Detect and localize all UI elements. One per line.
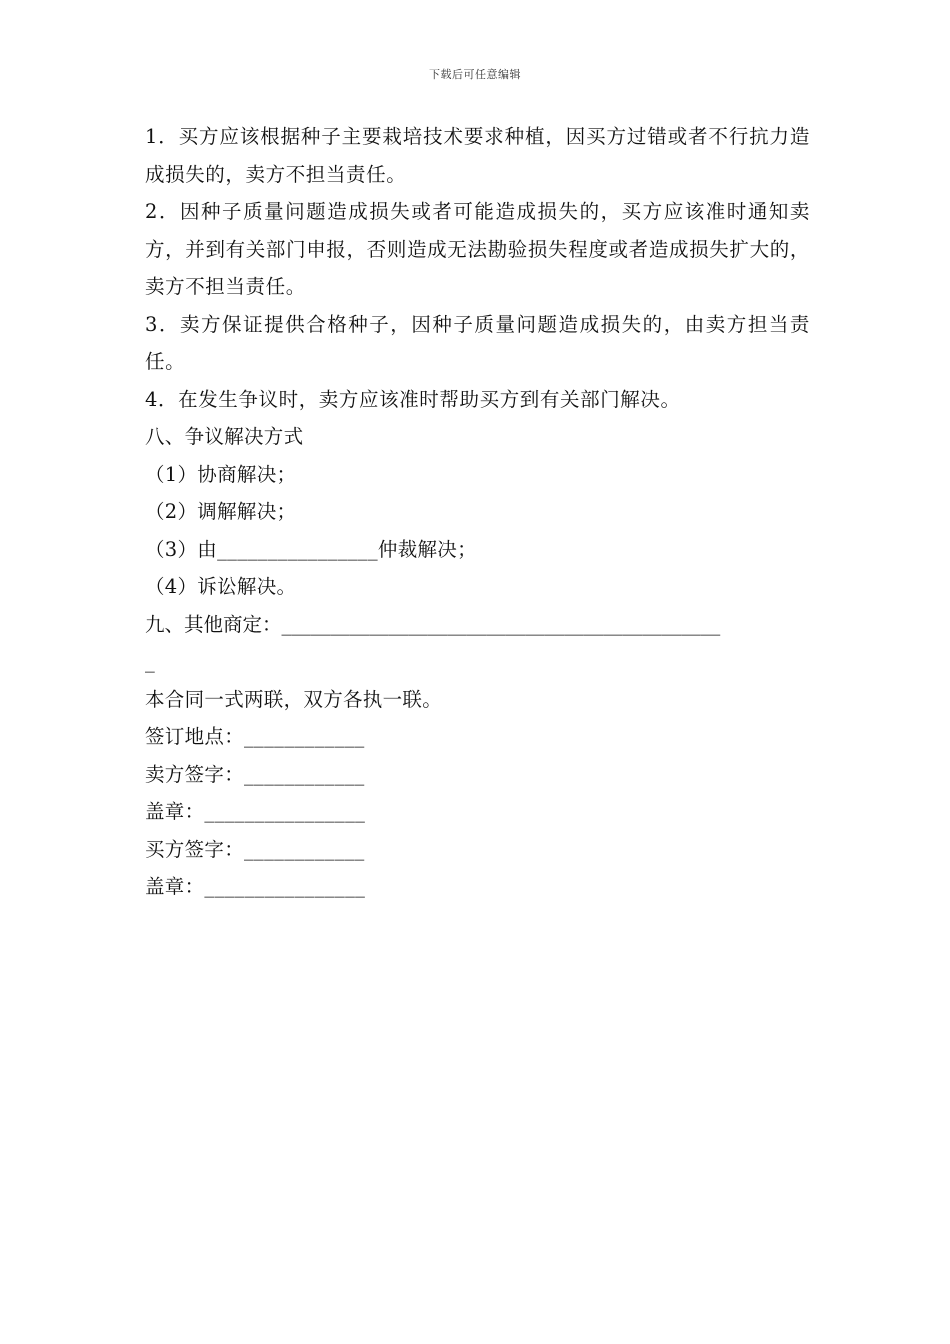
other-agreement — [145, 606, 810, 644]
dispute-option-1: （1）协商解决； — [145, 462, 297, 486]
buyer-signature: 买方签字：____________ — [145, 837, 365, 861]
clause-3: 3．卖方保证提供合格种子，因种子质量问题造成损失的，由卖方担当责任。 — [145, 312, 810, 373]
buyer-seal: 盖章：________________ — [145, 875, 366, 898]
other-agreement-label: 九、其他商定： — [145, 612, 282, 636]
document-body — [145, 118, 810, 906]
seller-seal: 盖章：________________ — [145, 800, 366, 823]
clause-2: 2．因种子质量问题造成损失或者可能造成损失的，买方应该准时通知卖方，并到有关部门申报，否则造成无法勘验损失程度或者造成损失扩大的，卖方不担当责任。 — [145, 200, 810, 298]
clause-1: 1．买方应该根据种子主要栽培技术要求种植，因买方过错或者不行抗力造成损失的，卖方不担当责任。 — [145, 125, 810, 186]
seller-signature: 卖方签字：____________ — [145, 762, 365, 786]
copies-statement: 本合同一式两联，双方各执一联。 — [145, 687, 443, 711]
other-agreement-blank: _____________________________________________ — [281, 612, 721, 636]
dispute-heading: 八、争议解决方式 — [145, 425, 304, 448]
clause-4: 4．在发生争议时，卖方应该准时帮助买方到有关部门解决。 — [145, 387, 681, 411]
dispute-option-2: （2）调解解决； — [145, 500, 297, 523]
page-header: 下载后可任意编辑 — [429, 68, 521, 81]
dispute-option-3: （3）由________________仲裁解决； — [145, 537, 477, 561]
dispute-option-4: （4）诉讼解决。 — [145, 575, 297, 598]
signing-place: 签订地点：____________ — [145, 725, 365, 748]
other-agreement-overflow: _ — [145, 650, 155, 673]
